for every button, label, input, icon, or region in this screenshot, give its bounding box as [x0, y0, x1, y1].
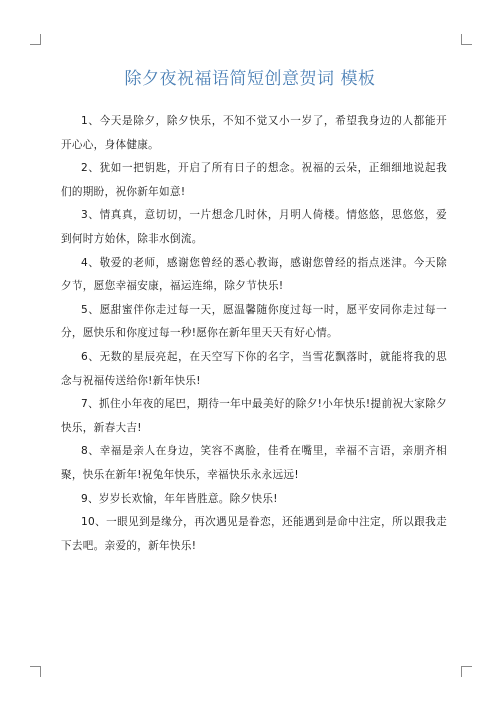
document-title: 除夕夜祝福语简短创意贺词 模板: [124, 69, 376, 89]
paragraph-5: 5、愿甜蜜伴你走过每一天，愿温馨随你度过每一时，愿平安同你走过每一分，愿快乐和你度过每一秒!愿你在新年里天天有好心情。: [61, 303, 447, 340]
paragraph-8: 8、幸福是亲人在身边，笑容不离脸，佳肴在嘴里，幸福不言语，亲朋齐相聚，快乐在新年!祝兔年快乐，幸福快乐永永远远!: [61, 445, 447, 481]
paragraph-9: 9、岁岁长欢愉，年年皆胜意。除夕快乐!: [81, 492, 278, 505]
crop-mark-bottom-left: [30, 666, 41, 677]
crop-mark-bottom-right: [461, 666, 472, 677]
paragraph-2: 2、犹如一把钥匙，开启了所有日子的想念。祝福的云朵，正细细地说起我们的期盼，祝你新年如意!: [61, 162, 447, 198]
paragraph-7: 7、抓住小年夜的尾巴，期待一年中最美好的除夕!小年快乐!提前祝大家除夕快乐，新春大吉!: [61, 398, 447, 434]
paragraph-3: 3、情真真，意切切，一片想念几时休，月明人倚楼。情悠悠，思悠悠，爱到何时方始休，除非水倒流。: [61, 209, 447, 245]
paragraph-6: 6、无数的星辰亮起，在天空写下你的名字，当雪花飘落时，就能将我的思念与祝福传送给你!新年快乐!: [61, 350, 447, 387]
paragraph-10: 10、一眼见到是缘分，再次遇见是眷恋，还能遇到是命中注定，所以跟我走下去吧。亲爱的，新年快乐!: [61, 516, 447, 552]
paragraph-1: 1、今天是除夕，除夕快乐，不知不觉又小一岁了，希望我身边的人都能开开心心，身体健康。: [61, 115, 447, 151]
crop-mark-top-right: [461, 34, 472, 45]
document-body: [61, 110, 447, 558]
crop-mark-top-left: [30, 34, 41, 45]
paragraph-4: 4、敬爱的老师，感谢您曾经的悉心教诲，感谢您曾经的指点迷津。今天除夕节，愿您幸福安康，福运连绵，除夕节快乐!: [61, 256, 447, 293]
